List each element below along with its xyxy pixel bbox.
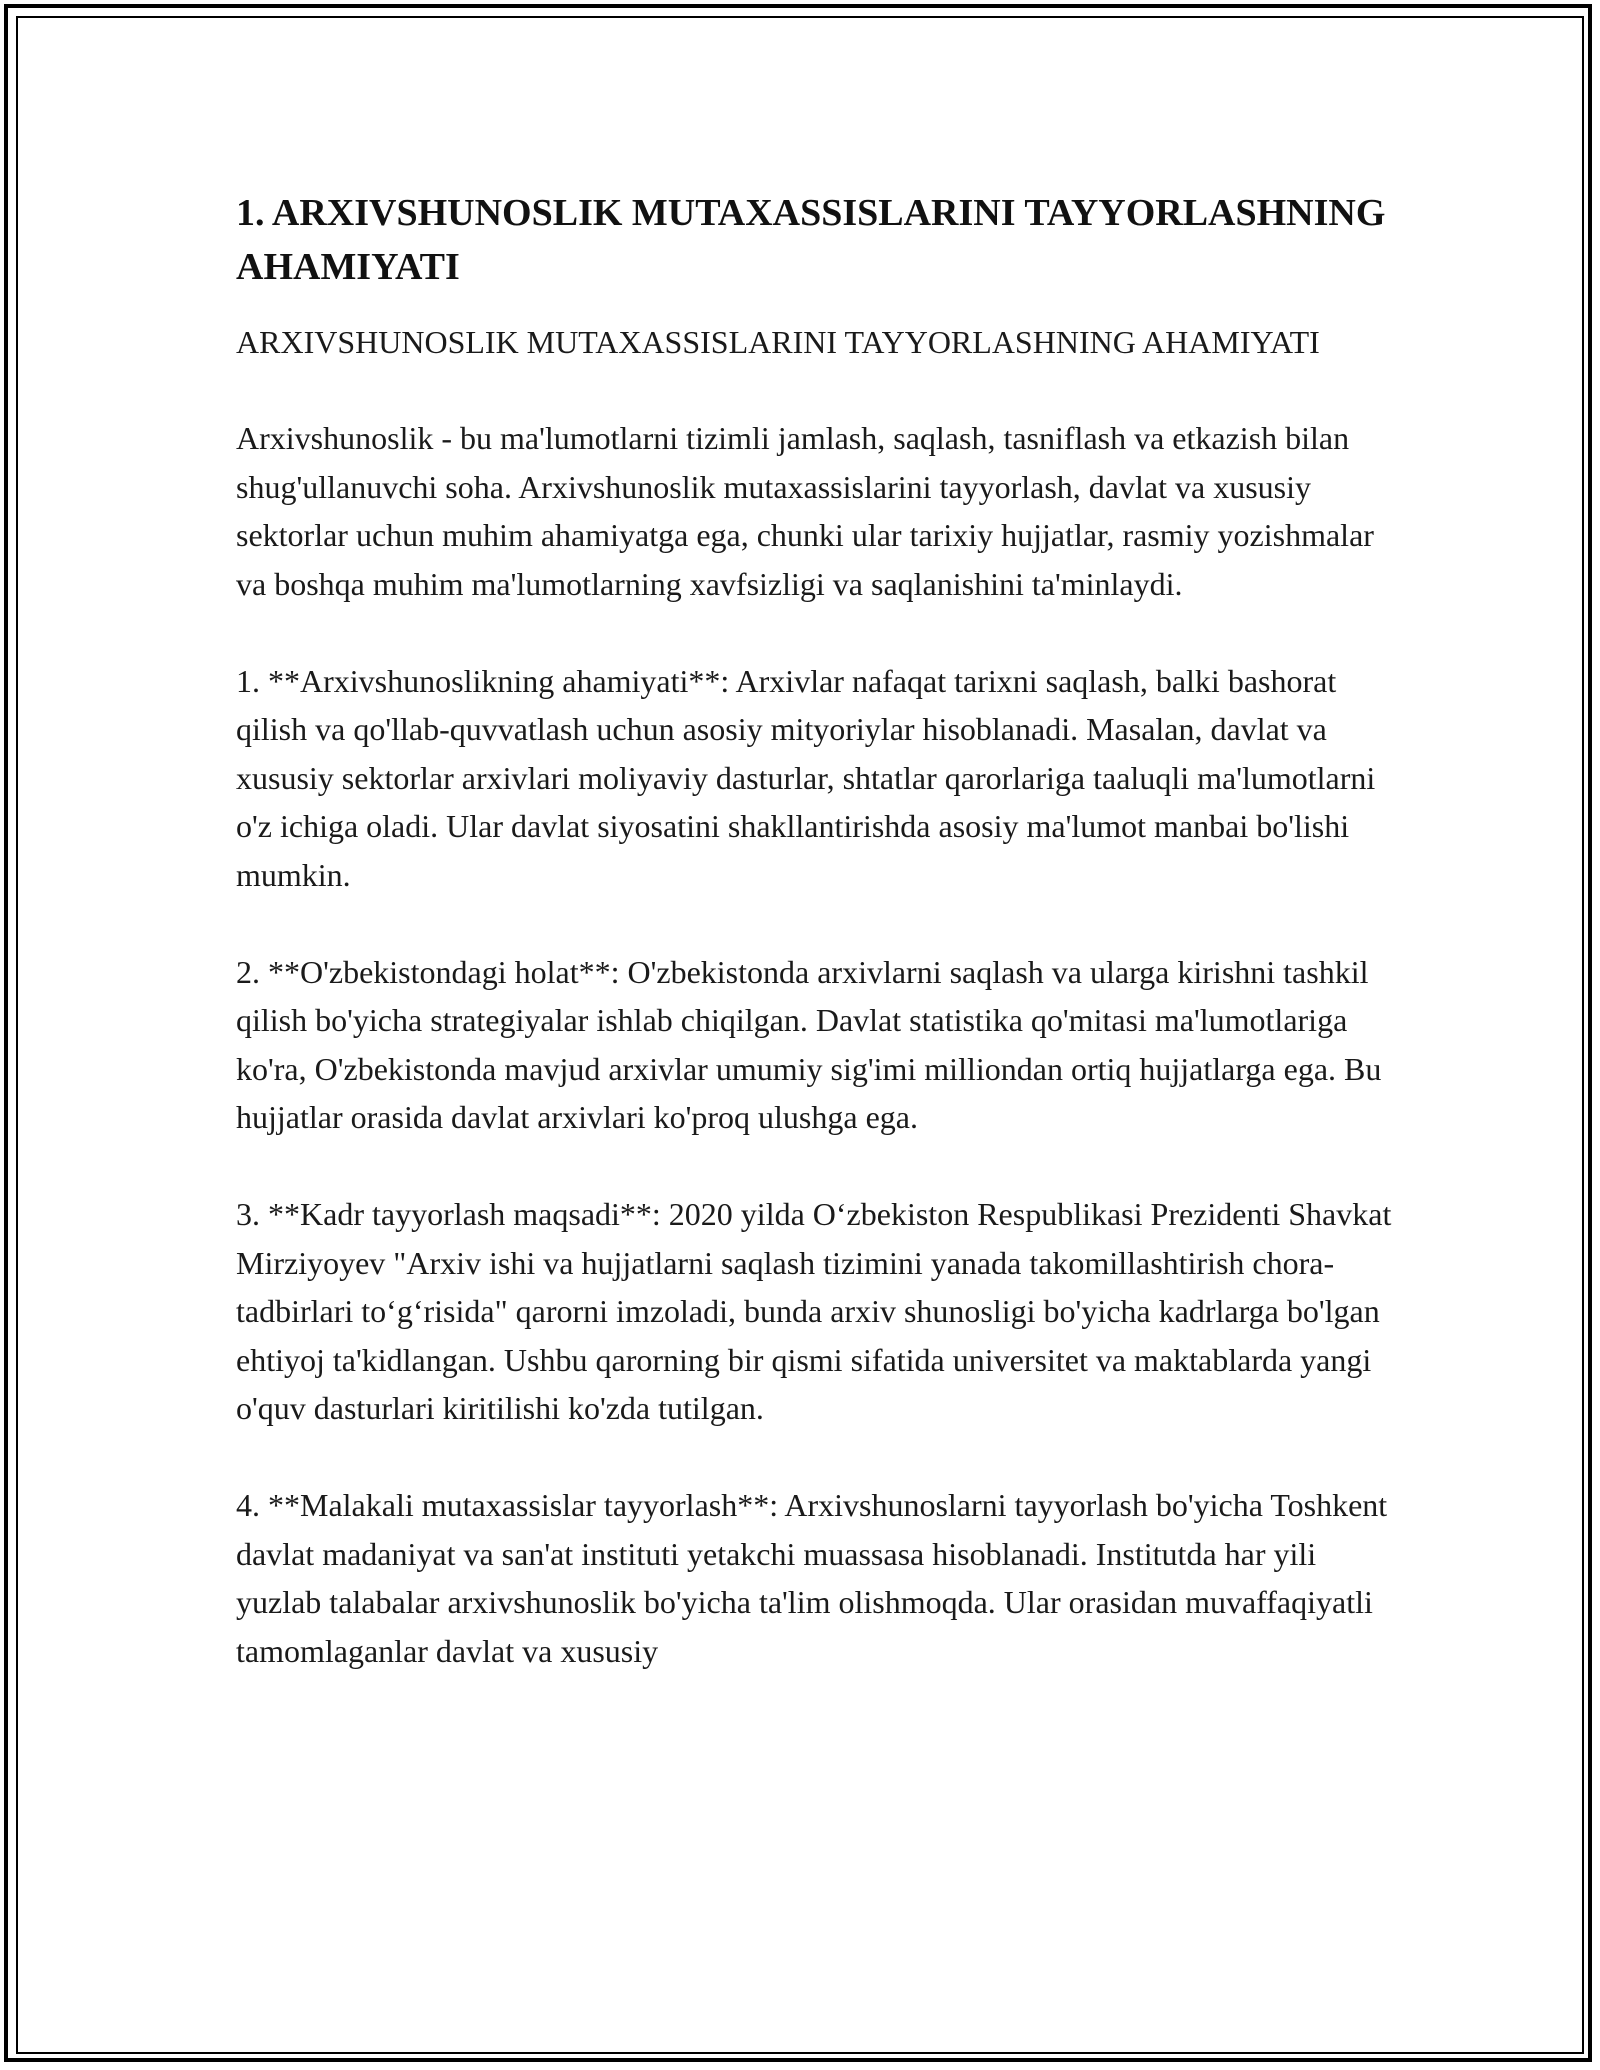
paragraph-intro: Arxivshunoslik - bu ma'lumotlarni tizimli jamlash, saqlash, tasniflash va etkazish bilan shug'ullanuvchi soha. Arxivshunoslik mutaxassislarini tayyorlash, davlat va xususiy sektorlar uchun muhim ahamiyatga ega, chunki ular tarixiy hujjatlar, rasmiy yozishmalar va boshqa muhim ma'lumotlarning xavfsizligi va saqlanishini ta'minlaydi. bbox=[236, 420, 1374, 602]
paragraph-item-1: 1. **Arxivshunoslikning ahamiyati**: Arxivlar nafaqat tarixni saqlash, balki bashorat qilish va qo'llab-quvvatlash uchun asosiy mityoriylar hisoblanadi. Masalan, davlat va xususiy sektorlar arxivlari moliyaviy dasturlar, shtatlar qarorlariga taaluqli ma'lumotlarni o'z ichiga oladi. Ular davlat siyosatini shakllantirishda asosiy ma'lumot manbai bo'lishi mumkin. bbox=[236, 662, 1376, 893]
document-body bbox=[236, 186, 1406, 1724]
paragraph-item-2: 2. **O'zbekistondagi holat**: O'zbekistonda arxivlarni saqlash va ularga kirishni tashkil qilish bo'yicha strategiyalar ishlab chiqilgan. Davlat statistika qo'mitasi ma'lumotlariga ko'ra, O'zbekistonda mavjud arxivlar umumiy sig'imi milliondan ortiq hujjatlarga ega. Bu hujjatlar orasida davlat arxivlari ko'proq ulushga ega. bbox=[236, 953, 1382, 1135]
document-subtitle: ARXIVSHUNOSLIK MUTAXASSISLARINI TAYYORLASHNING AHAMIYATI bbox=[236, 324, 1320, 360]
paragraph-item-3: 3. **Kadr tayyorlash maqsadi**: 2020 yilda O‘zbekiston Respublikasi Prezidenti Shavkat Mirziyoyev "Arxiv ishi va hujjatlarni saqlash tizimini yanada takomillashtirish chora-tadbirlari to‘g‘risida" qarorni imzoladi, bunda arxiv shunosligi bo'yicha kadrlarga bo'lgan ehtiyoj ta'kidlangan. Ushbu qarorning bir qismi sifatida universitet va maktablarda yangi o'quv dasturlari kiritilishi ko'zda tutilgan. bbox=[236, 1196, 1392, 1426]
page-title: 1. ARXIVSHUNOSLIK MUTAXASSISLARINI TAYYORLASHNING AHAMIYATI bbox=[236, 192, 1386, 288]
paragraph-item-4: 4. **Malakali mutaxassislar tayyorlash**: Arxivshunoslarni tayyorlash bo'yicha Toshkent davlat madaniyat va san'at instituti yetakchi muassasa hisoblanadi. Institutda har yili yuzlab talabalar arxivshunoslik bo'yicha ta'lim olishmoqda. Ular orasidan muvaffaqiyatli tamomlaganlar davlat va xususiy bbox=[236, 1487, 1388, 1669]
